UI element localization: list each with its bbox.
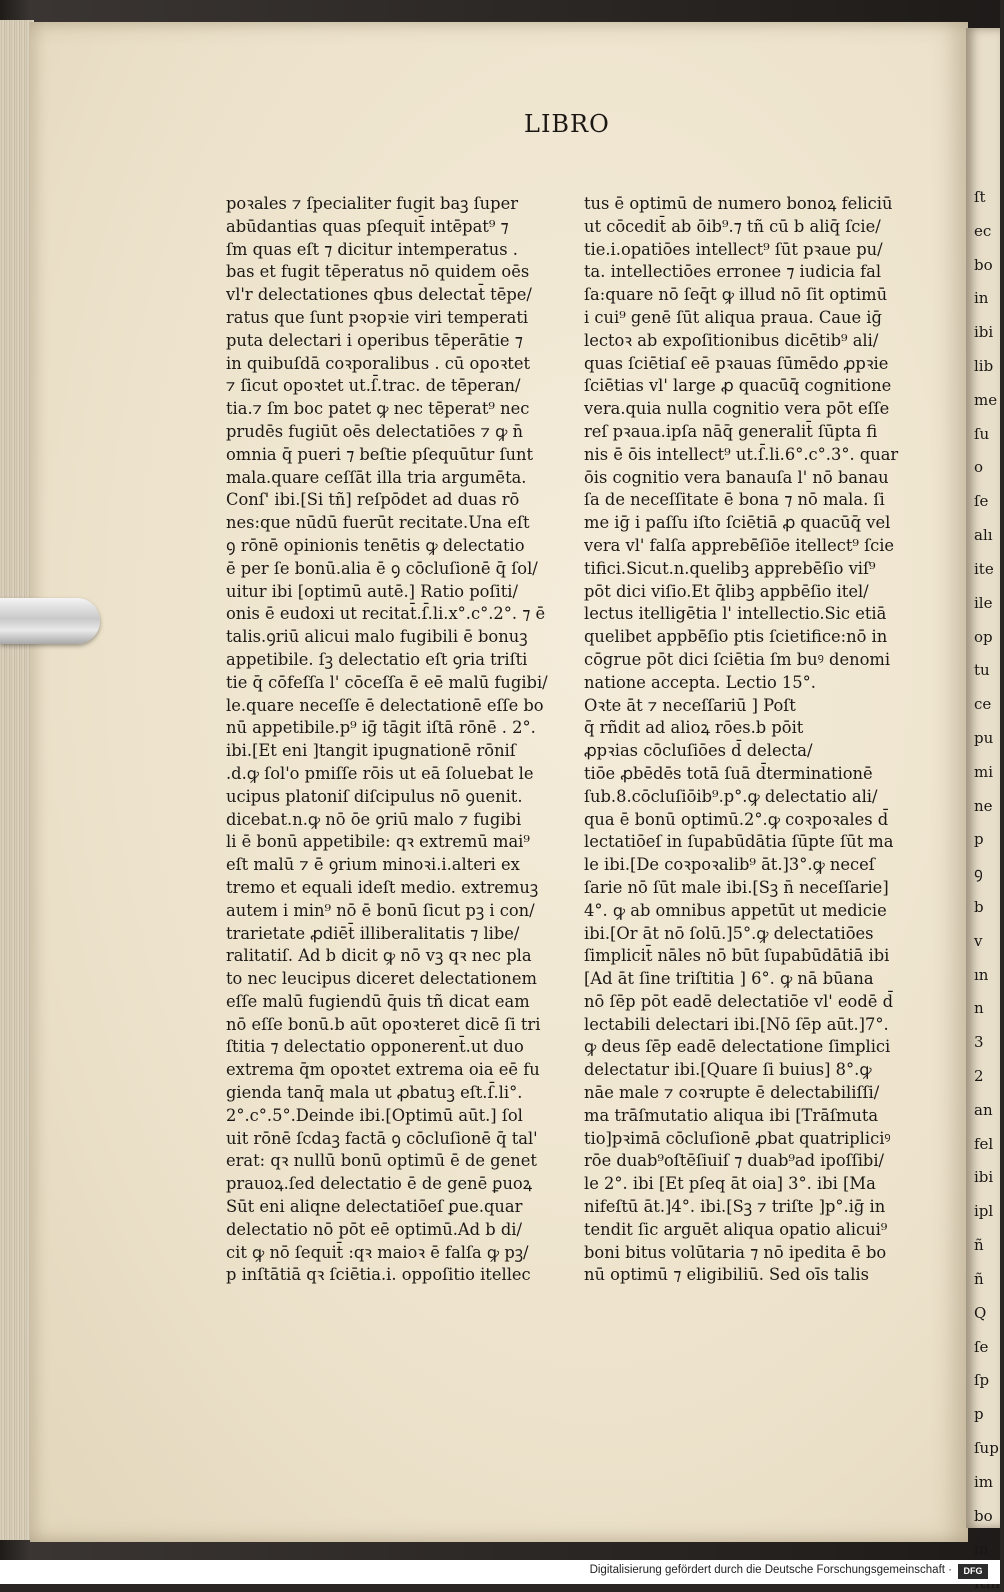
facing-page-fragment: ſe: [974, 492, 989, 511]
text-line: nes:que nūdū fuerūt recitate.Una eſt: [226, 513, 530, 533]
text-line: nis ē ōis intellect⁹ ut.ſ̄.li.6°.c°.3°. quar: [584, 444, 899, 464]
dfg-logo: DFG: [958, 1564, 988, 1579]
facing-page-fragment: n: [974, 999, 984, 1018]
text-line: delectatur ibi.[Quare ſi buius] 8°.ꝙ: [584, 1060, 872, 1080]
text-line: cit ꝙ nō ſequit̄ :qꝛ maioꝛ ē falſa ꝙ pꝫ/: [226, 1242, 529, 1262]
text-line: ſm quas eſt ⁊ dicitur intemperatus .: [226, 239, 518, 259]
text-line: lectoꝛ ab expoſitionibus dicētib⁹ ali/: [584, 330, 879, 350]
text-line: reſ pꝛaua.ipſa nāq̄ generalit̄ ſūpta fi: [584, 421, 878, 441]
text-line: [Ad āt ſine triſtitia ] 6°. ꝙ nā būana: [584, 969, 874, 989]
facing-page-fragment: im: [974, 1472, 994, 1491]
facing-page-fragment: ſu: [974, 424, 990, 443]
facing-page-fragment: ibi: [974, 1168, 994, 1187]
text-line: vera.quia nulla cognitio vera pōt eſſe: [584, 399, 890, 419]
text-line: ſa:quare nō ſeq̄t ꝙ illud nō ſit optimū: [584, 285, 888, 305]
text-line: le.quare neceſſe ē delectationē eſſe bo: [226, 695, 544, 715]
facing-page-fragment: ñ: [974, 1236, 984, 1255]
facing-page-edge: [966, 28, 1000, 1559]
facing-page-fragment: fel: [974, 1134, 994, 1153]
text-line: cōgrue pōt dici ſciētia ſm buꝰ denomi: [584, 649, 891, 669]
text-line: nū appetibile.p⁹ iḡ tāgit iſtā rōnē . 2°.: [226, 718, 536, 738]
text-line: onis ē eudoxi ut recitat̄.ſ̄.li.x°.c°.2°. ⁊ ē: [226, 604, 546, 624]
facing-page-fragment: b: [974, 898, 984, 916]
facing-page-fragment: me: [974, 390, 998, 409]
facing-page-fragment: v: [974, 931, 983, 950]
facing-page-fragment: ſt: [974, 188, 986, 206]
text-line: me iḡ i paſſu iſto ſciētiā ꝓ quacūq̄ vel: [584, 513, 891, 533]
text-line: nū optimū ⁊ eligibiliū. Sed oīs talis: [584, 1265, 869, 1285]
facing-page-fragment: pu: [974, 728, 994, 747]
facing-page-fragment: bo: [974, 1506, 993, 1525]
facing-page-fragment: ſup: [974, 1438, 999, 1457]
text-line: nō eſſe bonū.b aūt opoꝛteret dicē ſi tri: [226, 1014, 541, 1034]
page-stack-edges: [0, 20, 34, 1540]
text-line: le 2°. ibi [Et pſeq āt oia] 3°. ibi [Ma: [584, 1174, 876, 1194]
facing-page-fragment: ibi: [974, 323, 994, 342]
text-line: ꝓpꝛias cōcluſiōes d̄ delecta/: [584, 741, 813, 761]
funding-credit: Digitalisierung gefördert durch die Deutsche Forschungsgemeinschaft ·: [589, 1564, 952, 1576]
text-line: le ibi.[De coꝛpoꝛalib⁹ āt.]3°.ꝙ neceſ: [584, 855, 875, 875]
text-line: ſimplicit̄ nāles nō būt ſupabūdātiā ibi: [584, 946, 890, 966]
text-line: ſub.8.cōcluſiōib⁹.p°.ꝙ delectatio ali/: [584, 786, 878, 806]
facing-page-fragment: mi: [974, 762, 994, 781]
text-line: 2°.c°.5°.Deinde ibi.[Optimū aūt.] ſol: [226, 1105, 523, 1125]
facing-page-fragment: ñ: [974, 1269, 984, 1288]
book-clip: [0, 598, 100, 644]
facing-page-fragment: ın: [974, 965, 989, 984]
facing-page-fragment: alı: [974, 526, 993, 545]
facing-page-fragment: ile: [974, 593, 993, 612]
text-line: vera vl' falſa apprebēſiōe itellect⁹ ſcie: [584, 535, 895, 555]
text-line: ē per ſe bonū.alia ē ꝯ cōcluſionē q̄ ſol/: [226, 558, 538, 578]
facing-page-fragment: ſp: [974, 1371, 990, 1390]
text-line: eſt malū ⁊ ē ꝯrium minoꝛi.i.alteri ex: [226, 855, 520, 875]
text-line: Oꝛte āt ⁊ neceſſariū ] Poſt: [584, 695, 796, 715]
text-line: mala.quare ceſſāt illa tria argumēta.: [226, 467, 527, 487]
text-line: puta delectari i operibus tēperātie ⁊: [226, 330, 523, 350]
facing-page-fragment: 3: [974, 1033, 984, 1052]
text-line: ut cōcedit̄ ab ōib⁹.⁊ tñ cū b aliq̄ ſcie/: [584, 216, 881, 236]
text-line: uitur ibi [optimū autē.] Ratio poſiti/: [226, 581, 518, 601]
text-line: natione accepta. Lectio 15°.: [584, 672, 816, 692]
text-line: tifici.Sicut.n.quelibꝫ apprebēſio viſ⁹: [584, 558, 876, 578]
facing-page-fragment: 2: [974, 1067, 984, 1086]
text-line: tia.⁊ ſm boc patet ꝙ nec tēperat⁹ nec: [226, 399, 530, 419]
text-line: nifeſtū āt.]4°. ibi.[Sꝫ ⁊ triſte ]p°.iḡ in: [584, 1197, 886, 1217]
facing-page-fragment: op: [974, 627, 993, 646]
text-line: pōt dici viſio.Et q̄libꝫ appbēſio itel/: [584, 581, 869, 601]
text-line: abūdantias quas pſequit̄ intēpat⁹ ⁊: [226, 216, 509, 236]
text-line: Sūt eni aliqne delectatiōeſ ꝑue.quar: [226, 1197, 523, 1217]
text-line: ⁊ ſicut opoꝛtet ut.ſ̄.trac. de tēperan/: [226, 376, 521, 396]
facing-page-fragment: tu: [974, 661, 990, 680]
facing-page-fragment: ne: [974, 796, 993, 815]
facing-page-fragment: p: [974, 1405, 984, 1424]
facing-page-fragment: ec: [974, 221, 992, 240]
text-line: tremo et equali ideſt medio. extremuꝫ: [226, 877, 539, 897]
text-line: .d.ꝙ ſol'o pmiſſe rōis ut eā ſoluebat le: [226, 763, 534, 783]
text-line: nō ſēp pōt eadē delectatiōe vl' eodē d̄: [584, 991, 894, 1011]
text-line: ralitatiſ. Ad b dicit ꝙ nō vꝫ qꝛ nec pla: [226, 946, 532, 966]
facing-page-fragment: ipl: [974, 1202, 994, 1221]
text-line: trarietate ꝓdiēt̄ illiberalitatis ⁊ libe/: [226, 923, 520, 943]
text-line: ibi.[Or āt nō ſolū.]5°.ꝙ delectatiōes: [584, 923, 874, 943]
text-line: uit rōnē ſcdaꝫ factā ꝯ cōcluſionē q̄ tal': [226, 1128, 538, 1148]
text-line: appetibile. ſꝫ delectatio eſt ꝯria triſti: [226, 649, 528, 669]
text-line: tendit ſic arguēt aliqua opatio alicui⁹: [584, 1219, 888, 1239]
facing-page-fragment: in: [974, 1540, 989, 1559]
text-line: q̄ rñdit ad alioꝝ rōes.b pōit: [584, 718, 804, 738]
text-line: autem i min⁹ nō ē bonū ſicut pꝫ i con/: [226, 900, 535, 920]
text-line: quas ſciētiaſ eē pꝛauas ſūmēdo ꝓpꝛie: [584, 353, 889, 373]
facing-page-fragment: p: [974, 830, 984, 849]
text-line: prudēs fugiūt oēs delectatiōes ⁊ ꝙ n̄: [226, 421, 523, 441]
text-line: i cui⁹ genē ſūt aliqua praua. Caue iḡ: [584, 307, 882, 327]
text-line: ōis cognitio vera banauſa l' nō banau: [584, 467, 889, 487]
text-line: to nec leucipus diceret delectationem: [226, 969, 537, 989]
text-line: ibi.[Et eni ]tangit ipugnationē rōniſ: [226, 741, 516, 761]
text-line: quelibet appbēſio ptis ſcietifice:nō in: [584, 627, 888, 647]
text-line: talis.ꝯriū alicui malo fugibili ē bonuꝫ: [226, 627, 528, 647]
text-line: tiōe ꝓbēdēs totā ſuā d̄terminationē: [584, 763, 873, 783]
text-line: ſciētias vl' large ꝓ quacūq̄ cognitione: [584, 376, 892, 396]
text-line: ſa de neceſſitate ē bona ⁊ nō mala. ſi: [584, 490, 885, 510]
text-line: prauoꝝ.ſed delectatio ē de genē ꝑuoꝝ: [226, 1174, 533, 1194]
text-line: Conſ' ibi.[Si tñ] reſpōdet ad duas rō: [226, 490, 520, 510]
facing-page-fragment: ite: [974, 559, 994, 578]
facing-page-fragment: ce: [974, 695, 992, 714]
facing-page-fragment: in: [974, 289, 989, 308]
text-line: lectatiōeſ in ſupabūdātia ſūpte ſūt ma: [584, 832, 894, 852]
footer-bar: [0, 1560, 1000, 1584]
text-line: delectatio nō pōt eē optimū.Ad b di/: [226, 1219, 522, 1239]
text-line: erat: qꝛ nullū bonū optimū ē de genet: [226, 1151, 537, 1171]
text-line: p inſtātiā qꝛ ſciētia.i. oppoſitio itellec: [226, 1265, 531, 1285]
facing-page-fragment: an: [974, 1100, 993, 1119]
text-line: tio]pꝛimā cōcluſionē ꝓbat quatripliciꝰ: [584, 1128, 891, 1148]
left-text-column: [226, 193, 548, 1287]
text-line: gienda tanq̄ mala ut ꝓbatuꝫ eſt.ſ̄.li°.: [226, 1083, 523, 1103]
text-line: omnia q̄ pueri ⁊ beſtie pſequūtur ſunt: [226, 444, 534, 464]
text-line: ꝙ deus ſēp eadē delectatione ſimplici: [584, 1037, 891, 1057]
text-line: qua ē bonū optimū.2°.ꝙ coꝛpoꝛales d̄: [584, 809, 889, 829]
text-line: vl'r delectationes qbus delectat̄ tēpe/: [226, 285, 532, 305]
facing-page-fragment: ſe: [974, 1337, 989, 1356]
facing-page-fragment: ꝯ: [974, 864, 983, 883]
text-line: bas et fugit tēperatus nō quidem oēs: [226, 262, 530, 282]
text-line: ꝯ rōnē opinionis tenētis ꝙ delectatio: [226, 535, 525, 555]
text-line: tus ē optimū de numero bonoꝝ feliciū: [584, 194, 893, 213]
text-line: lectabili delectari ibi.[Nō ſēp aūt.]7°.: [584, 1014, 889, 1034]
text-line: ſarie nō ſūt male ibi.[Sꝫ n̄ neceſſarie]: [584, 877, 889, 897]
facing-page-fragment: o: [974, 458, 984, 477]
text-line: tie.i.opatiōes intellect⁹ ſūt pꝛaue pu/: [584, 239, 883, 259]
text-line: in quibuſdā coꝛporalibus . cū opoꝛtet: [226, 353, 531, 373]
text-line: lectus itelligētia l' intellectio.Sic etiā: [584, 604, 887, 624]
text-line: eſſe malū fugiendū q̄uis tñ dicat eam: [226, 991, 530, 1011]
text-line: ucipus platoniſ diſcipulus nō ꝯuenit.: [226, 786, 523, 806]
facing-page-fragment: bo: [974, 255, 993, 274]
text-line: boni bitus volūtaria ⁊ nō ipedita ē bo: [584, 1242, 887, 1262]
facing-page-fragment: Q: [974, 1303, 987, 1322]
text-line: 4°. ꝙ ab omnibus appetūt ut medicie: [584, 900, 887, 920]
right-text-column: [584, 193, 899, 1287]
text-line: nāe male ⁊ coꝛrupte ē delectabiliſſi/: [584, 1083, 880, 1103]
running-head: LIBRO: [524, 110, 610, 138]
facing-page-fragment: lib: [974, 357, 994, 376]
text-line: ma trāſmutatio aliqua ibi [Trāſmuta: [584, 1105, 879, 1125]
text-line: dicebat.n.ꝙ nō ōe ꝯriū malo ⁊ fugibi: [226, 809, 522, 829]
text-line: poꝛales ⁊ ſpecialiter fugit baꝫ ſuper: [226, 194, 519, 213]
text-line: li ē bonū appetibile: qꝛ extremū mai⁹: [226, 832, 530, 852]
text-line: ratus que ſunt pꝛopꝛie viri temperati: [226, 307, 529, 327]
text-line: extrema q̄m opoꝛtet extrema oia eē fu: [226, 1060, 540, 1080]
text-line: ta. intellectiōes erronee ⁊ iudicia fal: [584, 262, 882, 282]
text-line: ſtitia ⁊ delectatio opponerent̄.ut duo: [226, 1037, 524, 1057]
text-line: rōe duab⁹oſtēſiuiſ ⁊ duab⁹ad ipoſſibi/: [584, 1151, 885, 1171]
text-line: tie q̄ cōfeſſa l' cōceſſa ē eē malū fugibi/: [226, 672, 548, 692]
